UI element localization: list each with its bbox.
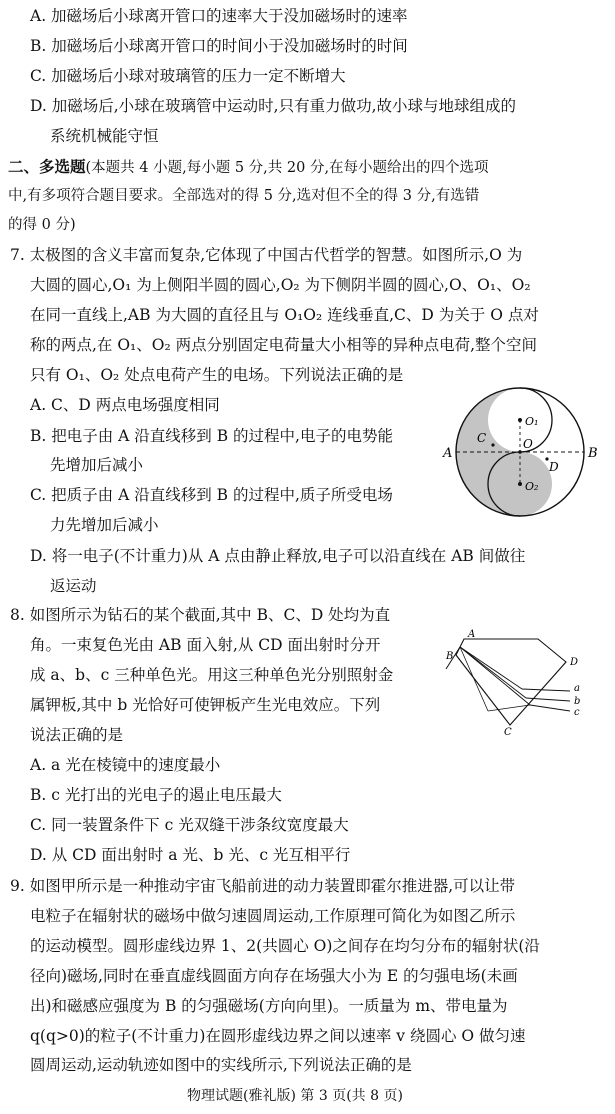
section2-line-1 (8, 157, 489, 178)
label-light-a: a (574, 683, 580, 694)
q7-stem-5: 只有 O₁、O₂ 处点电荷产生的电场。下列说法正确的是 (30, 366, 404, 384)
q9-stem-1: 9. 如图甲所示是一种推动宇宙飞船前进的动力装置即霍尔推进器,可以让带 (10, 877, 516, 895)
q7-stem-2: 大圆的圆心,O₁ 为上侧阳半圆的圆心,O₂ 为下侧阴半圆的圆心,O、O₁、O₂ (30, 276, 531, 294)
label-a: A (468, 629, 476, 640)
q7-option-c: C. 把质子由 A 沿直线移到 B 的过程中,质子所受电场 (30, 486, 393, 504)
section2-line-2: 中,有多项符合题目要求。全部选对的得 5 分,选对但不全的得 3 分,有选错 (8, 188, 480, 204)
q8-stem-4: 属钾板,其中 b 光恰好可使钾板产生光电效应。下列 (30, 696, 381, 714)
point-o1 (518, 418, 522, 422)
label-d: D (549, 460, 559, 474)
q7-option-b-cont: 先增加后减小 (50, 456, 144, 474)
q7-option-a: A. C、D 两点电场强度相同 (30, 396, 220, 414)
q8-stem-5: 说法正确的是 (30, 726, 124, 744)
q9-stem-4: 径向)磁场,同时在垂直虚线圆面方向存在场强大小为 E 的匀强电场(未画 (30, 967, 518, 985)
q8-stem-1: 8. 如图所示为钻石的某个截面,其中 B、C、D 处均为直 (10, 606, 391, 624)
q7-stem-3: 在同一直线上,AB 为大圆的直径且与 O₁O₂ 连线垂直,C、D 为关于 O 点对 (30, 306, 539, 324)
q8-option-b: B. c 光打出的光电子的遏止电压最大 (30, 786, 282, 804)
taiji-figure (435, 385, 615, 525)
label-o: O (523, 437, 533, 451)
label-b: B (588, 446, 598, 461)
section2-line-3: 的得 0 分) (8, 217, 76, 233)
label-d: D (570, 657, 579, 668)
q9-stem-3: 的运动模型。圆形虚线边界 1、2(共圆心 O)之间存在均匀分布的辐射状(沿 (30, 937, 540, 955)
label-light-c: c (574, 707, 580, 718)
q8-option-a: A. a 光在棱镜中的速度最小 (30, 756, 221, 774)
q7-option-d: D. 将一电子(不计重力)从 A 点由静止释放,电子可以沿直线在 AB 间做往 (30, 547, 526, 565)
label-light-b: b (574, 696, 581, 707)
label-o1: O₁ (525, 415, 539, 428)
label-o2: O₂ (525, 480, 539, 493)
q7-stem-1: 7. 太极图的含义丰富而复杂,它体现了中国古代哲学的智慧。如图所示,O 为 (10, 246, 523, 264)
q6-option-b: B. 加磁场后小球离开管口的时间小于没加磁场时的时间 (30, 37, 408, 55)
q8-stem-2: 角。一束复色光由 AB 面入射,从 CD 面出射时分开 (30, 636, 381, 654)
label-c: C (504, 727, 512, 738)
q6-option-c: C. 加磁场后小球对玻璃管的压力一定不断增大 (30, 67, 346, 85)
q9-stem-5: 出)和磁感应强度为 B 的匀强磁场(方向向里)。一质量为 m、带电量为 (30, 997, 508, 1015)
section2-instructions: (本题共 4 小题,每小题 5 分,共 20 分,在每小题给出的四个选项 (85, 160, 489, 176)
q7-option-d-cont: 返运动 (50, 577, 97, 595)
q6-option-d-cont: 系统机械能守恒 (50, 127, 159, 145)
label-a: A (443, 446, 453, 461)
diamond-figure (430, 625, 590, 740)
q8-stem-3: 成 a、b、c 三种单色光。用这三种单色光分别照射金 (30, 666, 394, 684)
exit-ray-a (522, 689, 570, 691)
q9-stem-2: 电粒子在辐射状的磁场中做匀速圆周运动,工作原理可简化为如图乙所示 (30, 907, 516, 925)
point-o (518, 450, 522, 454)
exit-ray-c (530, 705, 570, 711)
q6-option-a: A. 加磁场后小球离开管口的速率大于没加磁场时的速率 (30, 7, 408, 25)
q9-stem-6: q(q>0)的粒子(不计重力)在圆形虚线边界之间以速率 v 绕圆心 O 做匀速 (30, 1027, 526, 1045)
page-footer: 物理试题(雅礼版) 第 3 页(共 8 页) (187, 1088, 403, 1104)
q7-option-c-cont: 力先增加后减小 (50, 516, 159, 534)
section2-title: 二、多选题 (8, 157, 86, 176)
q9-stem-7: 圆周运动,运动轨迹如图中的实线所示,下列说法正确的是 (30, 1056, 412, 1074)
q6-option-d: D. 加磁场后,小球在玻璃管中运动时,只有重力做功,故小球与地球组成的 (30, 97, 517, 115)
label-c: C (477, 431, 487, 445)
point-o2 (518, 482, 522, 486)
q8-option-d: D. 从 CD 面出射时 a 光、b 光、c 光互相平行 (30, 846, 351, 864)
q7-option-b: B. 把电子由 A 沿直线移到 B 的过程中,电子的电势能 (30, 427, 393, 445)
q7-stem-4: 称的两点,在 O₁、O₂ 两点分别固定电荷量大小相等的异种点电荷,整个空间 (30, 336, 538, 354)
internal-ray-c (460, 647, 530, 705)
label-b: B (446, 651, 454, 662)
point-c (491, 443, 494, 446)
q8-option-c: C. 同一装置条件下 c 光双缝干涉条纹宽度最大 (30, 816, 349, 834)
